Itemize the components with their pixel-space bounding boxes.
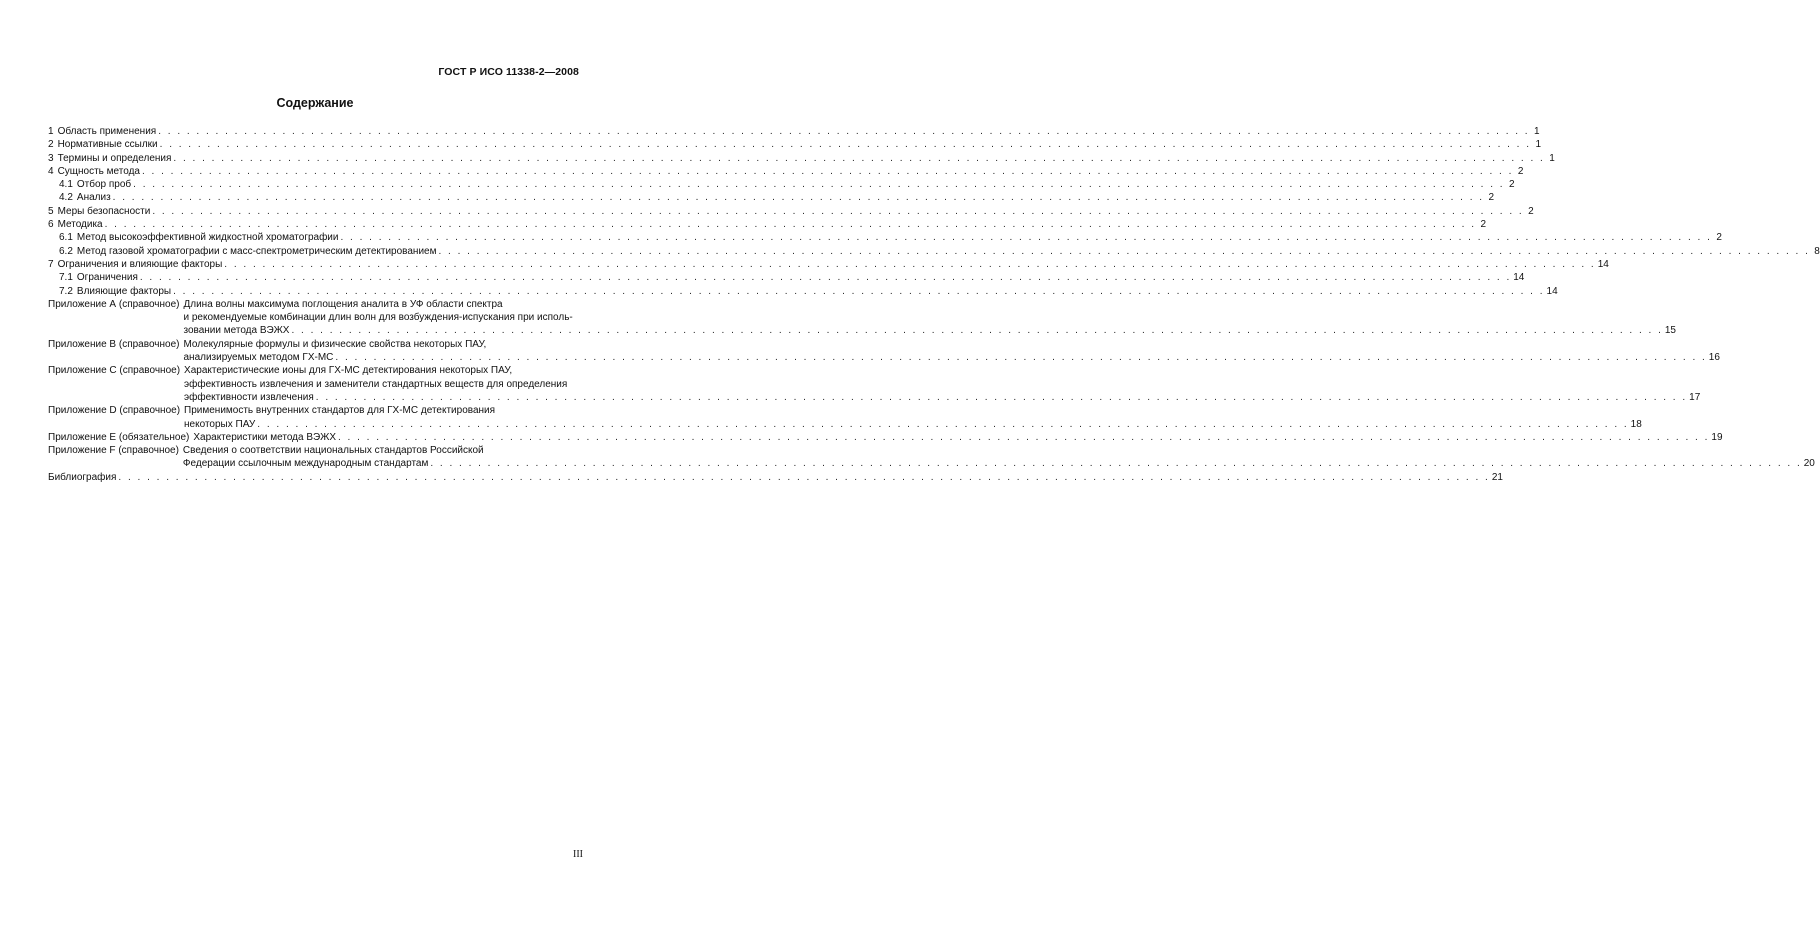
toc-entry-page: 1 bbox=[1535, 139, 1542, 151]
toc-entry-page: 2 bbox=[1716, 232, 1722, 244]
toc-appendices bbox=[48, 298, 1815, 471]
toc-appendix-text: эффективности извлечения bbox=[184, 391, 314, 403]
toc-appendix-body bbox=[183, 338, 1719, 365]
toc-leader-dots bbox=[158, 125, 1529, 138]
toc-entry-title: Ограничения bbox=[76, 272, 138, 284]
page-number: III bbox=[573, 849, 583, 860]
toc-leader-dots bbox=[118, 471, 1489, 484]
toc-appendix-entry[interactable] bbox=[48, 444, 1815, 471]
toc-appendix-line: Молекулярные формулы и физические свойства некоторых ПАУ, bbox=[183, 338, 487, 350]
toc-appendix-text: анализируемых методом ГХ-МС bbox=[183, 352, 334, 364]
toc-entry-title: Анализ bbox=[76, 192, 111, 204]
toc-appendix-entry[interactable] bbox=[48, 298, 1676, 338]
toc-appendix-text: некоторых ПАУ bbox=[184, 418, 256, 430]
toc-leader-dots bbox=[430, 457, 1801, 470]
toc-entry-page: 14 bbox=[1513, 272, 1525, 284]
toc-entry-page: 2 bbox=[1480, 219, 1487, 231]
toc-leader-dots bbox=[335, 351, 1706, 364]
toc-appendix-line bbox=[184, 391, 1700, 404]
document-standard-code: ГОСТ Р ИСО 11338-2—2008 bbox=[438, 66, 579, 78]
toc-leader-dots bbox=[173, 152, 1544, 165]
toc-entry-number: 4 bbox=[48, 165, 54, 177]
toc-entry-number: 6 bbox=[48, 219, 54, 231]
toc-entry[interactable] bbox=[48, 125, 1540, 138]
toc-entry-title: Область применения bbox=[57, 126, 157, 137]
toc-appendix-entry[interactable] bbox=[48, 431, 1723, 444]
toc-appendix-text: зовании метода ВЭЖХ bbox=[183, 325, 290, 337]
toc-leader-dots bbox=[257, 418, 1628, 431]
toc-appendix-label: Приложение D (справочное) bbox=[48, 405, 181, 417]
toc-entry-number: 6.2 bbox=[59, 245, 73, 257]
toc-entry-page: 2 bbox=[1509, 179, 1515, 191]
toc-entry-page: 15 bbox=[1664, 325, 1676, 337]
toc-entry[interactable] bbox=[48, 271, 1525, 284]
table-of-contents bbox=[48, 125, 1820, 484]
toc-entry-page: 2 bbox=[1488, 192, 1495, 204]
toc-entries bbox=[48, 125, 1820, 298]
toc-entry-number: 7.1 bbox=[59, 272, 73, 284]
toc-appendix-entry[interactable] bbox=[48, 404, 1642, 431]
toc-appendix-body bbox=[193, 431, 1722, 444]
toc-entry-title: Термины и определения bbox=[57, 152, 172, 164]
toc-appendix-line: Сведения о соответствии национальных стандартов Российской bbox=[182, 445, 484, 457]
toc-entry[interactable] bbox=[48, 152, 1555, 165]
toc-appendix-line bbox=[184, 418, 1642, 431]
toc-leader-dots bbox=[316, 391, 1687, 404]
toc-entry-title: Меры безопасности bbox=[57, 205, 151, 217]
toc-entry-page: 1 bbox=[1549, 152, 1555, 164]
toc-entry-title: Метод высокоэффективной жидкостной хроматографии bbox=[76, 232, 339, 244]
toc-appendix-line: эффективность извлечения и заменители стандартных веществ для определения bbox=[184, 378, 568, 390]
toc-appendix-label: Приложение Е (обязательное) bbox=[48, 431, 190, 443]
toc-entry[interactable] bbox=[48, 231, 1722, 244]
toc-appendix-body bbox=[183, 298, 1676, 338]
toc-leader-dots bbox=[338, 431, 1709, 444]
toc-leader-dots bbox=[105, 218, 1476, 231]
toc-entry[interactable] bbox=[48, 245, 1820, 258]
toc-leader-dots bbox=[173, 285, 1544, 298]
toc-leader-dots bbox=[160, 138, 1531, 151]
toc-entry[interactable] bbox=[48, 258, 1609, 271]
toc-entry-page: 1 bbox=[1534, 126, 1540, 137]
toc-entry-page: 21 bbox=[1491, 471, 1503, 483]
toc-entry-number: 3 bbox=[48, 152, 54, 164]
toc-leader-dots bbox=[224, 258, 1595, 271]
toc-appendix-label: Приложение F (справочное) bbox=[48, 445, 179, 457]
toc-entry-title: Библиография bbox=[48, 471, 117, 483]
toc-appendix-line: Длина волны максимума поглощения аналита в УФ области спектра bbox=[183, 298, 503, 310]
toc-entry[interactable] bbox=[48, 218, 1487, 231]
toc-entry[interactable] bbox=[48, 191, 1495, 204]
toc-appendix-line: Применимость внутренних стандартов для ГХ-МС детектирования bbox=[184, 405, 496, 417]
toc-entry-number: 7.2 bbox=[59, 285, 73, 297]
toc-entry-number: 6.1 bbox=[59, 232, 73, 244]
toc-entry-page: 16 bbox=[1708, 352, 1720, 364]
toc-entry-title: Влияющие факторы bbox=[76, 285, 172, 297]
toc-appendix-body bbox=[184, 404, 1642, 431]
toc-leader-dots bbox=[140, 271, 1511, 284]
toc-entry-page: 8 bbox=[1814, 245, 1820, 257]
toc-appendix-line bbox=[183, 324, 1676, 337]
toc-appendix-text: Федерации ссылочным международным стандартам bbox=[182, 458, 429, 470]
toc-entry-number: 4.2 bbox=[59, 192, 73, 204]
toc-entry-page: 17 bbox=[1689, 391, 1701, 403]
toc-leader-dots bbox=[142, 165, 1513, 178]
toc-entry-page: 14 bbox=[1597, 258, 1609, 270]
toc-entry[interactable] bbox=[48, 285, 1558, 298]
toc-appendix-body bbox=[183, 444, 1815, 471]
toc-entry-number: 5 bbox=[48, 205, 54, 217]
toc-appendix-line bbox=[183, 351, 1719, 364]
toc-leader-dots bbox=[113, 191, 1484, 204]
toc-entry[interactable] bbox=[48, 178, 1515, 191]
toc-entry[interactable] bbox=[48, 165, 1524, 178]
toc-appendix-line bbox=[183, 457, 1815, 470]
toc-appendix-text: Характеристики метода ВЭЖХ bbox=[193, 431, 336, 443]
toc-entry-page: 18 bbox=[1630, 418, 1642, 430]
toc-leader-dots bbox=[340, 231, 1711, 244]
toc-leader-dots bbox=[133, 178, 1504, 191]
toc-entry-page: 2 bbox=[1517, 165, 1524, 177]
toc-appendix-label: Приложение С (справочное) bbox=[48, 365, 181, 377]
toc-leader-dots bbox=[152, 205, 1523, 218]
toc-entry[interactable] bbox=[48, 138, 1542, 151]
toc-entry-number: 1 bbox=[48, 126, 54, 137]
toc-leader-dots bbox=[291, 324, 1662, 337]
toc-entry-number: 7 bbox=[48, 258, 54, 270]
toc-appendix-body bbox=[184, 364, 1700, 404]
toc-entry-number: 4.1 bbox=[59, 179, 73, 191]
toc-entry-title: Сущность метода bbox=[57, 165, 140, 177]
toc-appendix-label: Приложение В (справочное) bbox=[48, 338, 180, 350]
toc-entry-title: Метод газовой хроматографии с масс-спектрометрическим детектированием bbox=[76, 245, 437, 257]
toc-leader-dots bbox=[438, 245, 1809, 258]
toc-entry-number: 2 bbox=[48, 139, 54, 151]
toc-appendix-entry[interactable] bbox=[48, 364, 1701, 404]
toc-entry-title: Нормативные ссылки bbox=[57, 139, 158, 151]
toc-appendix-line: Характеристические ионы для ГХ-МС детектирования некоторых ПАУ, bbox=[184, 365, 513, 377]
toc-appendix-line bbox=[193, 431, 1722, 444]
toc-entry-page: 20 bbox=[1803, 458, 1815, 470]
toc-title: Содержание bbox=[276, 96, 354, 110]
toc-entry-bibliography[interactable] bbox=[48, 471, 1503, 484]
toc-appendix-entry[interactable] bbox=[48, 338, 1720, 365]
toc-entry-page: 19 bbox=[1711, 431, 1723, 443]
toc-entry-title: Отбор проб bbox=[76, 179, 132, 191]
toc-entry[interactable] bbox=[48, 205, 1534, 218]
toc-entry-page: 14 bbox=[1546, 285, 1558, 297]
toc-appendix-line: и рекомендуемые комбинации длин волн для возбуждения-испускания при исполь- bbox=[183, 312, 573, 324]
toc-entry-title: Ограничения и влияющие факторы bbox=[57, 258, 223, 270]
toc-entry-title: Методика bbox=[57, 219, 103, 231]
toc-appendix-label: Приложение А (справочное) bbox=[48, 298, 180, 310]
toc-entry-page: 2 bbox=[1528, 205, 1534, 217]
